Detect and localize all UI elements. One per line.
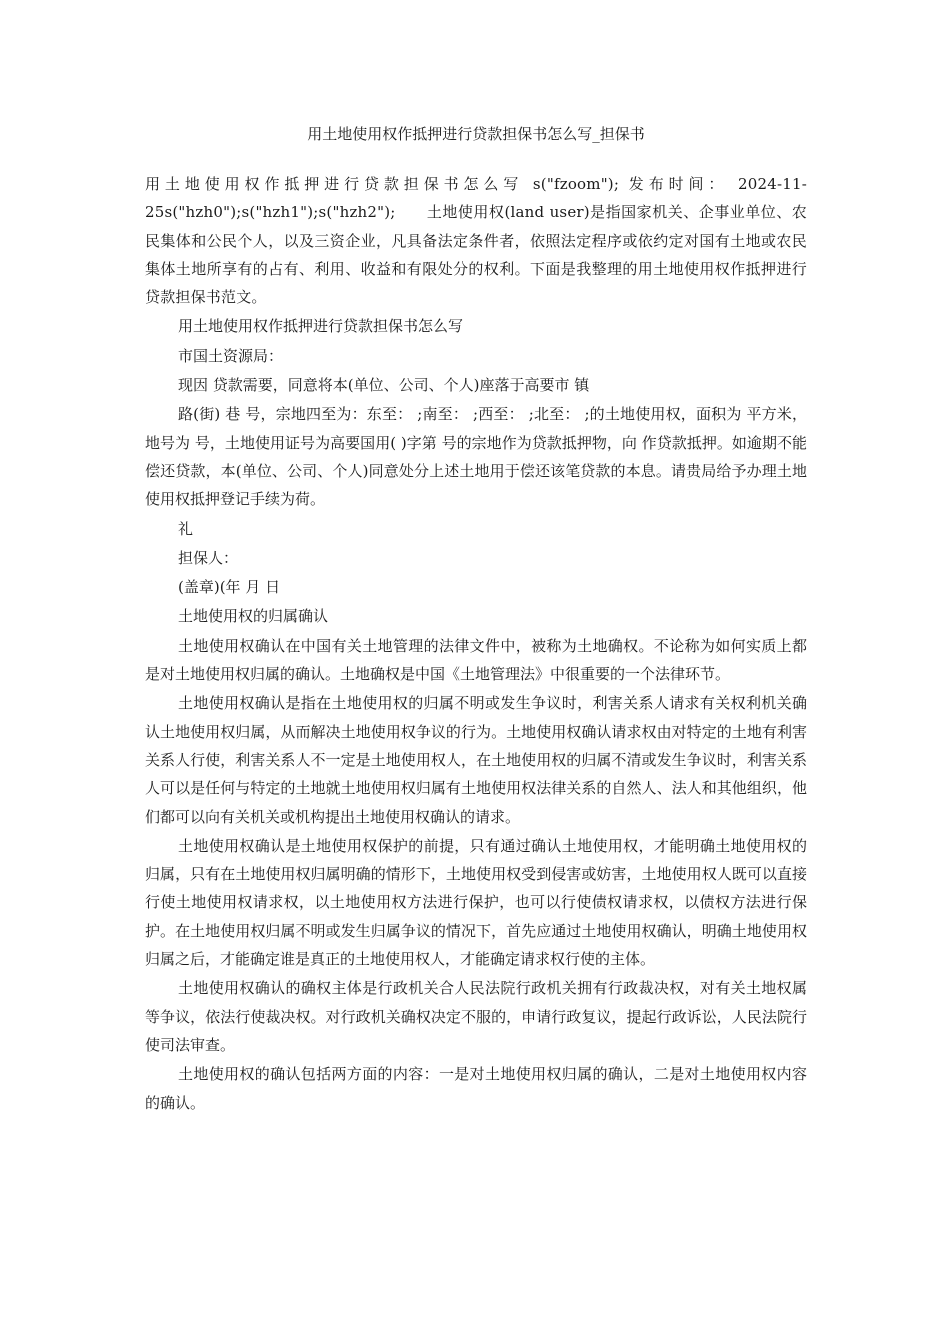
addressee-line: 市国土资源局：	[178, 346, 284, 365]
body-paragraph: 土地使用权确认是指在土地使用权的归属不明或发生争议时，利害关系人请求有关权利机关确认土地使用权归属，从而解决土地使用权争议的行为。土地使用权确认请求权由对特定的土地有利害关系人行使，利害关系人不一定是土地使用权人，在土地使用权的归属不清或发生争议时，利害关系人可以是任何与特定的土地就土地使用权归属有土地使用权法律关系的自然人、法人和其他组织，他们都可以向有关机关或机构提出土地使用权确认的请求。	[145, 694, 807, 826]
document-body	[145, 170, 807, 1118]
closing-line: 礼	[178, 519, 194, 538]
seal-date-line: (盖章)(年 月 日	[178, 578, 281, 597]
section-heading: 土地使用权的归属确认	[178, 607, 329, 626]
body-paragraph: 土地使用权确认在中国有关土地管理的法律文件中，被称为土地确权。不论称为如何实质上都是对土地使用权归属的确认。土地确权是中国《土地管理法》中很重要的一个法律环节。	[145, 636, 807, 684]
document-title: 用土地使用权作抵押进行贷款担保书怎么写_担保书	[307, 125, 645, 143]
guarantor-line: 担保人：	[178, 548, 239, 567]
body-paragraph: 现因 贷款需要，同意将本(单位、公司、个人)座落于高要市 镇	[178, 376, 590, 395]
body-paragraph: 土地使用权的确认包括两方面的内容：一是对土地使用权归属的确认，二是对土地使用权内容的确认。	[145, 1065, 807, 1112]
section-heading: 用土地使用权作抵押进行贷款担保书怎么写	[178, 317, 464, 336]
body-paragraph: 土地使用权确认的确权主体是行政机关合人民法院行政机关拥有行政裁决权，对有关土地权属等争议，依法行使裁决权。对行政机关确权决定不服的，申请行政复议，提起行政诉讼，人民法院行使司法审查。	[145, 979, 807, 1054]
body-paragraph: 路(街) 巷 号，宗地四至为：东至： ;南至： ;西至： ;北至： ;的土地使用权，面积为 平方米，地号为 号，土地使用证号为高要国用( )字第 号的宗地作为贷款抵押物，向 作贷款抵押。如逾期不能偿还贷款，本(单位、公司、个人)同意处分上述土地用于偿还该笔贷款的本息。请贵局给予办理土地使用权抵押登记手续为荷。	[145, 405, 807, 509]
intro-paragraph: 用土地使用权作抵押进行贷款担保书怎么写 s("fzoom"); 发布时间： 2024-11-25s("hzh0");s("hzh1");s("hzh2"); 土地使用权(land user)是指国家机关、企事业单位、农民集体和公民个人，以及三资企业，凡具备法定条件者，依照法定程序或依约定对国有土地或农民集体土地所享有的占有、利用、收益和有限处分的权利。下面是我整理的用土地使用权作抵押进行贷款担保书范文。	[145, 175, 807, 307]
body-paragraph: 土地使用权确认是土地使用权保护的前提，只有通过确认土地使用权，才能明确土地使用权的归属，只有在土地使用权归属明确的情形下，土地使用权受到侵害或妨害，土地使用权人既可以直接行使土地使用权请求权，以土地使用权方法进行保护，也可以行使债权请求权，以债权方法进行保护。在土地使用权归属不明或发生归属争议的情况下，首先应通过土地使用权确认，明确土地使用权归属之后，才能确定谁是真正的土地使用权人，才能确定请求权行使的主体。	[145, 836, 807, 969]
